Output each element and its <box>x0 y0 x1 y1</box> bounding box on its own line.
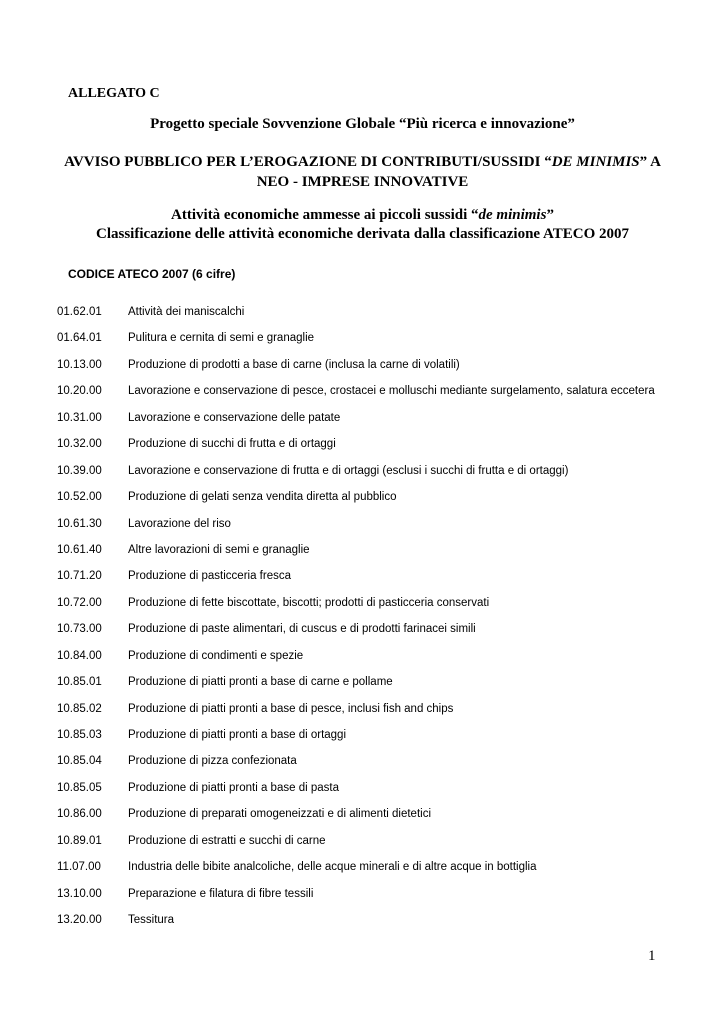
ateco-code: 10.85.03 <box>57 729 102 741</box>
activity-description: Lavorazione e conservazione delle patate <box>128 411 341 424</box>
ateco-code: 10.85.05 <box>57 781 102 794</box>
annex-label: ALLEGATO C <box>68 86 160 101</box>
ateco-code: 10.20.00 <box>57 385 102 398</box>
project-title: Progetto speciale Sovvenzione Globale “Più ricerca e innovazione” <box>150 116 575 132</box>
list-item <box>0 385 725 411</box>
list-item <box>0 888 725 914</box>
activity-description: Produzione di estratti e succhi di carne <box>128 834 326 847</box>
list-item <box>0 703 725 729</box>
activity-description: Produzione di piatti pronti a base di ortaggi <box>128 729 347 741</box>
ateco-code: 10.73.00 <box>57 623 102 636</box>
ateco-code: 10.61.30 <box>57 517 102 530</box>
list-item <box>0 332 725 358</box>
ateco-code: 10.13.00 <box>57 358 102 371</box>
ateco-code: 01.62.01 <box>57 306 102 318</box>
activity-description: Altre lavorazioni di semi e granaglie <box>128 543 310 556</box>
activity-description: Produzione di gelati senza vendita diretta al pubblico <box>128 491 397 504</box>
ateco-code: 10.84.00 <box>57 649 102 662</box>
activity-description: Produzione di succhi di frutta e di ortaggi <box>128 438 336 451</box>
ateco-code: 10.72.00 <box>57 596 102 609</box>
activity-description: Pulitura e cernita di semi e granaglie <box>128 332 315 345</box>
ateco-code: 10.39.00 <box>57 464 102 477</box>
list-item <box>0 518 725 544</box>
list-item <box>0 438 725 464</box>
activities-subtitle-emphasis: de minimis <box>478 207 547 223</box>
list-item <box>0 306 725 332</box>
activity-description: Produzione di condimenti e spezie <box>128 649 304 662</box>
activity-description: Produzione di piatti pronti a base di carne e pollame <box>128 676 393 689</box>
activity-description: Produzione di preparati omogeneizzati e di alimenti dietetici <box>128 808 432 821</box>
notice-title-emphasis: DE MINIMIS <box>551 154 640 170</box>
list-item <box>0 782 725 808</box>
ateco-code: 10.89.01 <box>57 834 102 847</box>
activity-description: Lavorazione del riso <box>128 517 231 530</box>
ateco-code: 10.71.20 <box>57 570 102 583</box>
ateco-code: 10.52.00 <box>57 491 102 504</box>
list-item <box>0 650 725 676</box>
notice-title-post: ” A <box>639 154 661 170</box>
activity-description: Produzione di fette biscottate, biscotti; prodotti di pasticceria conservati <box>128 596 490 609</box>
activity-description: Produzione di pasticceria fresca <box>128 570 291 583</box>
activities-subtitle <box>0 207 725 224</box>
ateco-code: 13.10.00 <box>57 887 102 900</box>
list-item <box>0 359 725 385</box>
ateco-code: 10.61.40 <box>57 543 102 556</box>
notice-title-pre: AVVISO PUBBLICO PER L’EROGAZIONE DI CONTRIBUTI/SUSSIDI “ <box>64 154 552 170</box>
ateco-code-list <box>0 306 725 941</box>
activity-description: Industria delle bibite analcoliche, delle acque minerali e di altre acque in bottiglia <box>128 861 537 874</box>
list-item <box>0 465 725 491</box>
ateco-code: 10.85.02 <box>57 702 102 715</box>
ateco-code: 01.64.01 <box>57 332 102 345</box>
list-item <box>0 597 725 623</box>
list-item <box>0 544 725 570</box>
activities-subtitle-pre: Attività economiche ammesse ai piccoli sussidi “ <box>171 207 479 223</box>
list-item <box>0 861 725 887</box>
classification-subtitle: Classificazione delle attività economiche derivata dalla classificazione ATECO 2007 <box>96 226 629 242</box>
list-item <box>0 914 725 940</box>
list-item <box>0 755 725 781</box>
activities-subtitle-post: ” <box>546 207 554 223</box>
activity-description: Produzione di paste alimentari, di cuscus e di prodotti farinacei simili <box>128 623 476 636</box>
list-item <box>0 808 725 834</box>
page-number: 1 <box>648 948 656 964</box>
list-item <box>0 835 725 861</box>
activity-description: Produzione di piatti pronti a base di pasta <box>128 781 339 794</box>
list-item <box>0 491 725 517</box>
ateco-code: 10.85.04 <box>57 755 102 768</box>
ateco-code: 13.20.00 <box>57 914 102 927</box>
activity-description: Preparazione e filatura di fibre tessili <box>128 887 314 900</box>
ateco-code: 10.86.00 <box>57 808 102 821</box>
activity-description: Lavorazione e conservazione di frutta e di ortaggi (esclusi i succhi di frutta e di ortaggi) <box>128 464 569 477</box>
activity-description: Attività dei maniscalchi <box>128 306 245 318</box>
ateco-code: 10.85.01 <box>57 676 102 689</box>
list-item <box>0 412 725 438</box>
ateco-code: 11.07.00 <box>57 861 101 874</box>
activity-description: Lavorazione e conservazione di pesce, crostacei e molluschi mediante surgelamento, salatura eccetera <box>128 385 655 398</box>
activity-description: Tessitura <box>128 914 175 927</box>
notice-title-line-1 <box>0 154 725 171</box>
ateco-code: 10.32.00 <box>57 438 102 451</box>
activity-description: Produzione di pizza confezionata <box>128 755 297 768</box>
ateco-code: 10.31.00 <box>57 411 102 424</box>
list-item <box>0 676 725 702</box>
activity-description: Produzione di prodotti a base di carne (inclusa la carne di volatili) <box>128 358 460 371</box>
list-item <box>0 623 725 649</box>
list-item <box>0 570 725 596</box>
list-item <box>0 729 725 755</box>
activity-description: Produzione di piatti pronti a base di pesce, inclusi fish and chips <box>128 702 454 715</box>
notice-title-line-2: NEO - IMPRESE INNOVATIVE <box>256 174 469 190</box>
ateco-code-heading: CODICE ATECO 2007 (6 cifre) <box>68 267 236 281</box>
